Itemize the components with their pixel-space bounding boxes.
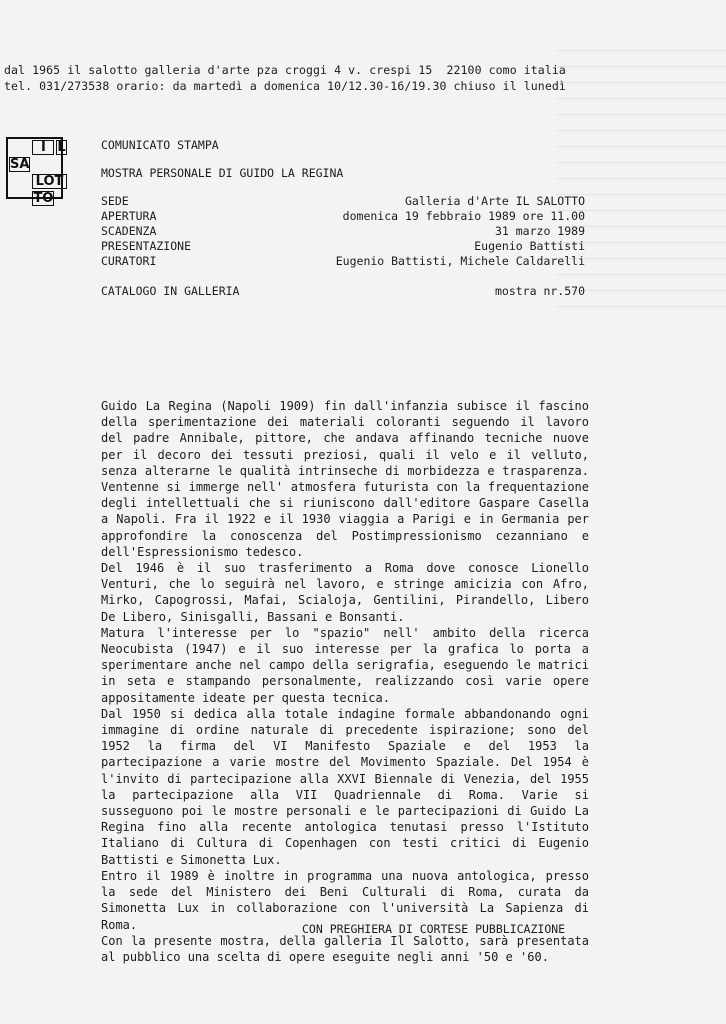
mostra-title: MOSTRA PERSONALE DI GUIDO LA REGINA xyxy=(101,166,344,180)
detail-value-presentazione: Eugenio Battisti xyxy=(474,239,585,253)
logo-cell: I xyxy=(32,140,54,155)
catalogo-note: CATALOGO IN GALLERIA xyxy=(101,284,240,298)
detail-label-sede: SEDE xyxy=(101,194,129,208)
il-salotto-logo xyxy=(6,137,66,206)
header-line-address: dal 1965 il salotto galleria d'arte pza croggi 4 v. crespi 15 22100 como italia xyxy=(4,63,566,77)
detail-label-apertura: APERTURA xyxy=(101,209,157,223)
bleed-through-shadow xyxy=(556,50,726,310)
logo-cell: L xyxy=(57,140,66,155)
body-paragraph: Guido La Regina (Napoli 1909) fin dall'infanzia subisce il fascino della sperimentazione dei materiali coloranti seguendo il lavoro del padre Annibale, pittore, che andava affinando tecniche nuove per il decoro dei tessuti preziosi, quali il velo e il velluto, senza alterarne le qualità intrinseche di morbidezza e trasparenza. Ventenne si immerge nell' atmosfera futurista con la frequentazione degli intellettuali che si riuniscono dall'editore Gaspare Casella a Napoli. Fra il 1922 e il 1930 viaggia a Parigi e in Germania per approfondire la conoscenza del Postimpressionismo cezanniano e dell'Espressionismo tedesco. xyxy=(101,399,589,559)
header-line-hours: tel. 031/273538 orario: da martedì a domenica 10/12.30-16/19.30 chiuso il lunedì xyxy=(4,79,566,93)
detail-value-scadenza: 31 marzo 1989 xyxy=(494,224,585,238)
body-paragraph: Entro il 1989 è inoltre in programma una nuova antologica, presso la sede del Ministero dei Beni Culturali di Roma, curata da Simonetta Lux in collaborazione con l'università La Sapienza di Roma. xyxy=(101,868,589,932)
closing-request: CON PREGHIERA DI CORTESE PUBBLICAZIONE xyxy=(302,922,566,936)
logo-cell xyxy=(8,139,31,156)
body-paragraph: Matura l'interesse per lo "spazio" nell' ambito della ricerca Neocubista (1947) e il suo interesse per la grafica lo porta a sperimentare anche nel campo della serigrafia, eseguendo le matrici in seta e stampando personalmente, realizzando così varie opere appositamente ideate per questa tecnica. xyxy=(101,625,589,705)
body-paragraph: Con la presente mostra, della galleria Il Salotto, sarà presentata al pubblico una scelta di opere eseguite negli anni '50 e '60. xyxy=(101,933,589,964)
logo-cell xyxy=(55,190,67,207)
body-paragraph: Dal 1950 si dedica alla totale indagine formale abbandonando ogni immagine di ordine naturale di precedente ispirazione; sono del 1952 la firma del VI Manifesto Spaziale e del 1953 la partecipazione a varie mostre del Movimento Spaziale. Del 1954 è l'invito di partecipazione alla XXVI Biennale di Venezia, del 1955 la partecipazione alla VII Quadriennale di Roma. Varie si susseguono poi le mostre personali e le partecipazioni di Guido La Regina fino alla recente antologica tenutasi presso l'Istituto Italiano di Cultura di Copenhagen con testi critici di Eugenio Battisti e Simonetta Lux. xyxy=(101,706,589,867)
comunicato-stampa-heading: COMUNICATO STAMPA xyxy=(101,138,219,152)
logo-cell xyxy=(31,156,55,173)
logo-cell: LOT xyxy=(32,174,66,189)
detail-label-curatori: CURATORI xyxy=(101,254,157,268)
detail-label-scadenza: SCADENZA xyxy=(101,224,157,238)
mostra-number: mostra nr.570 xyxy=(494,284,585,298)
detail-value-sede: Galleria d'Arte IL SALOTTO xyxy=(404,194,585,208)
detail-label-presentazione: PRESENTAZIONE xyxy=(101,239,192,253)
logo-cell: SA xyxy=(10,157,30,172)
body-text xyxy=(101,398,589,965)
detail-value-apertura: domenica 19 febbraio 1989 ore 11.00 xyxy=(342,209,585,223)
body-paragraph: Del 1946 è il suo trasferimento a Roma dove conosce Lionello Venturi, che lo seguirà nel lavoro, e stringe amicizia con Afro, Mirko, Capogrossi, Mafai, Scialoja, Gentilini, Pirandello, Libero De Libero, Sinisgalli, Bassani e Bonsanti. xyxy=(101,561,589,624)
logo-cell xyxy=(8,190,31,207)
detail-value-curatori: Eugenio Battisti, Michele Caldarelli xyxy=(335,254,585,268)
logo-cell: TO xyxy=(33,191,54,206)
